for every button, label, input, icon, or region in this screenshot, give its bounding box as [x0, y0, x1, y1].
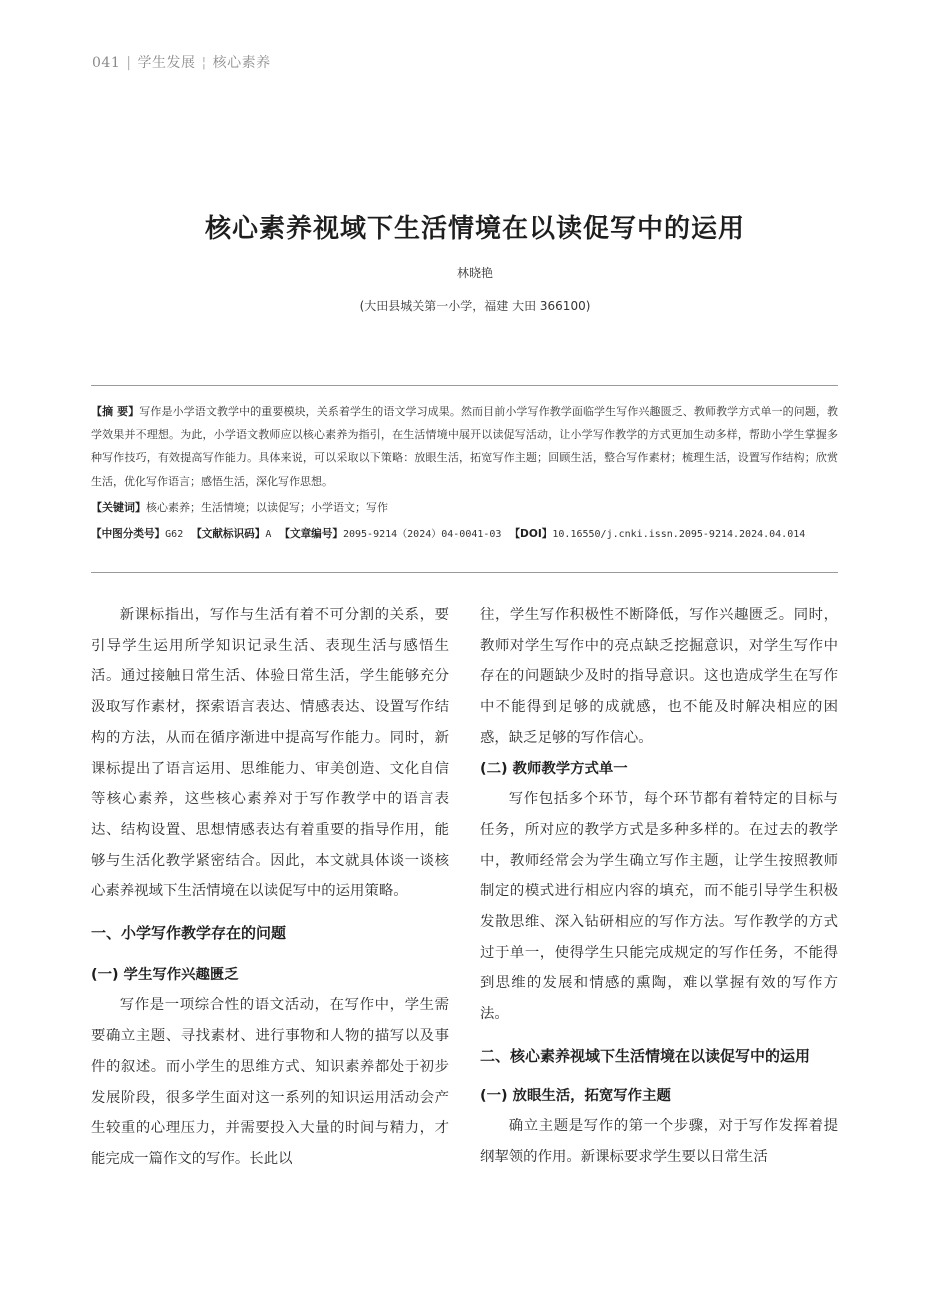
top-divider — [91, 385, 838, 386]
abstract-label: 【摘 要】 — [91, 405, 140, 418]
doc-code-value: A — [265, 529, 272, 541]
page-number: 041 — [92, 55, 121, 71]
section-heading-1: 一、小学写作教学存在的问题 — [91, 924, 287, 943]
keywords — [91, 496, 838, 519]
clc-label: 【中图分类号】 — [91, 528, 166, 541]
body-column-left — [91, 600, 449, 1175]
subsection-heading-2: (二) 教师教学方式单一 — [480, 760, 628, 777]
running-header — [92, 52, 271, 72]
abstract — [91, 400, 838, 493]
header-section: 学生发展 — [137, 55, 196, 71]
article-author: 林晓艳 — [456, 266, 493, 280]
body-paragraph: 确立主题是写作的第一个步骤，对于写作发挥着提纲挈领的作用。新课标要求学生要以日常生活 — [480, 1118, 838, 1165]
article-title: 核心素养视域下生活情境在以读促写中的运用 — [204, 214, 745, 244]
author-affiliation: (大田县城关第一小学，福建 大田 366100) — [359, 299, 591, 313]
header-divider: ¦ — [201, 55, 207, 71]
article-meta — [91, 523, 838, 546]
doc-code-label: 【文献标识码】 — [191, 528, 266, 541]
doi-label: 【DOI】 — [509, 528, 553, 541]
header-subsection: 核心素养 — [212, 55, 271, 71]
header-divider: | — [126, 55, 132, 71]
body-column-right — [480, 600, 838, 1173]
keywords-label: 【关键词】 — [91, 500, 146, 514]
body-paragraph: 写作是一项综合性的语文活动，在写作中，学生需要确立主题、寻找素材、进行事物和人物的描写以及事件的叙述。而小学生的思维方式、知识素养都处于初步发展阶段，很多学生面对这一系列的知识运用活动会产生较重的心理压力，并需要投入大量的时间与精力，才能完成一篇作文的写作。长此以 — [91, 997, 449, 1167]
bottom-divider — [91, 572, 838, 573]
doi-value: 10.16550/j.cnki.issn.2095-9214.2024.04.014 — [552, 529, 806, 541]
body-paragraph-continued: 往，学生写作积极性不断降低，写作兴趣匮乏。同时，教师对学生写作中的亮点缺乏挖掘意识，对学生写作中存在的问题缺少及时的指导意识。这也造成学生在写作中不能得到足够的成就感，也不能及时解决相应的困惑，缺乏足够的写作信心。 — [480, 607, 838, 746]
intro-paragraph: 新课标指出，写作与生活有着不可分割的关系，要引导学生运用所学知识记录生活、表现生活与感悟生活。通过接触日常生活、体验日常生活，学生能够充分汲取写作素材，探索语言表达、情感表达、设置写作结构的方法，从而在循序渐进中提高写作能力。同时，新课标提出了语言运用、思维能力、审美创造、文化自信等核心素养，这些核心素养对于写作教学中的语言表达、结构设置、思想情感表达有着重要的指导作用，能够与生活化教学紧密结合。因此，本文就具体谈一谈核心素养视域下生活情境在以读促写中的运用策略。 — [91, 607, 449, 900]
keywords-text: 核心素养；生活情境；以读促写；小学语文；写作 — [146, 500, 388, 514]
abstract-text: 写作是小学语文教学中的重要模块，关系着学生的语文学习成果。然而目前小学写作教学面临学生写作兴趣匮乏、教师教学方式单一的问题，教学效果并不理想。为此，小学语文教师应以核心素养为指引，在生活情境中展开以读促写活动，让小学写作教学的方式更加生动多样，帮助小学生掌握多种写作技巧，有效提高写作能力。具体来说，可以采取以下策略：放眼生活，拓宽写作主题；回顾生活，整合写作素材；梳理生活，设置写作结构；欣赏生活，优化写作语言；感悟生活，深化写作思想。 — [91, 405, 838, 488]
article-no-value: 2095-9214（2024）04-0041-03 — [342, 529, 502, 541]
article-no-label: 【文章编号】 — [279, 528, 343, 541]
abstract-block — [91, 400, 838, 546]
subsection-heading-3: (一) 放眼生活，拓宽写作主题 — [480, 1087, 671, 1104]
clc-value: G62 — [165, 529, 184, 541]
body-paragraph: 写作包括多个环节，每个环节都有着特定的目标与任务，所对应的教学方式是多种多样的。在过去的教学中，教师经常会为学生确立写作主题，让学生按照教师制定的模式进行相应内容的填充，而不能引导学生积极发散思维、深入钻研相应的写作方法。写作教学的方式过于单一，使得学生只能完成规定的写作任务，不能得到思维的发展和情感的熏陶，难以掌握有效的写作方法。 — [480, 791, 838, 1023]
section-heading-2: 二、核心素养视域下生活情境在以读促写中的运用 — [480, 1046, 811, 1065]
subsection-heading-1: (一) 学生写作兴趣匮乏 — [91, 966, 239, 983]
